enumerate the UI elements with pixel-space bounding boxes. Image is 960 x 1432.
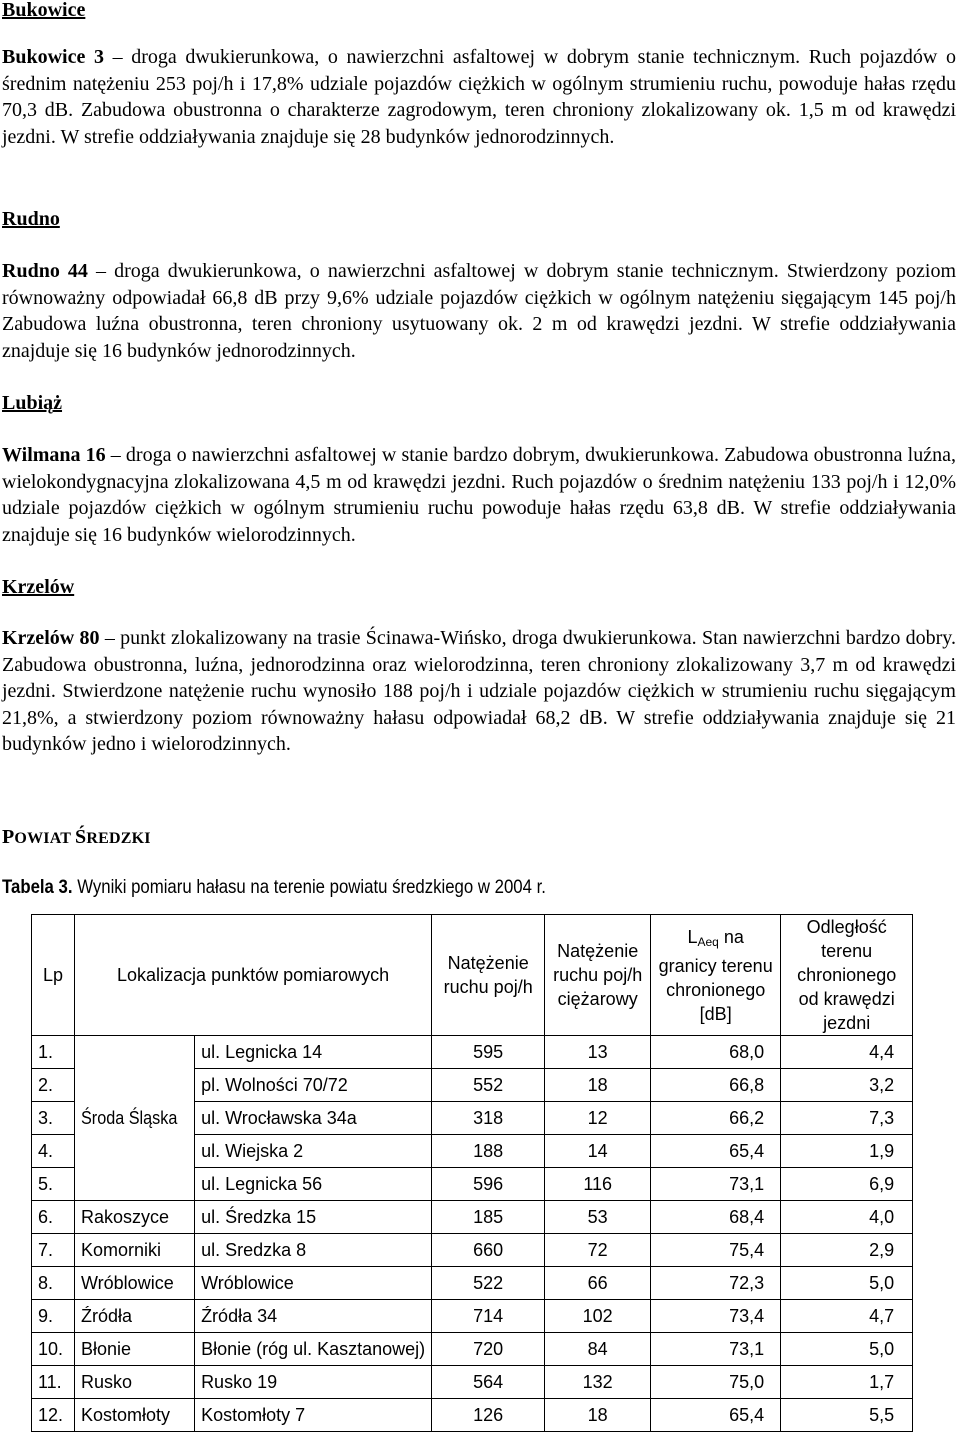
cell-distance: 6,9 [781, 1168, 913, 1201]
cell-traffic: 318 [432, 1102, 545, 1135]
cell-distance: 4,4 [781, 1036, 913, 1069]
cell-address: Rusko 19 [195, 1366, 432, 1399]
cell-laeq: 66,8 [651, 1069, 781, 1102]
header-laeq: $L_{Aeq}$ na granicy terenu chronionego [dB] [651, 915, 781, 1036]
table-row [32, 1201, 913, 1234]
cell-traffic: 564 [432, 1366, 545, 1399]
cell-heavy: 12 [545, 1102, 651, 1135]
table-caption-text: Wyniki pomiaru hałasu na terenie powiatu średzkiego w 2004 r. [72, 876, 546, 898]
cell-laeq: 75,4 [651, 1234, 781, 1267]
cell-heavy: 66 [545, 1267, 651, 1300]
paragraph-rudno [2, 258, 956, 364]
header-lp: Lp [32, 915, 75, 1036]
cell-lp: 1. [32, 1036, 75, 1069]
text-lubiaz: – droga o nawierzchni asfaltowej w stanie bardzo dobrym, dwukierunkowa. Zabudowa obustronna luźna, wielokondygnacyjna zlokalizowana 4,5 m od krawędzi jezdni. Ruch pojazdów o średnim natężeniu 133 poj/h i 12,0% udziale pojazdów ciężkich w ogólnym strumieniu ruchu powoduje hałas rzędu 63,8 dB. W strefie oddziaływania znajduje się 16 budynków wielorodzinnych. [2, 444, 956, 546]
table-row [32, 1234, 913, 1267]
cell-heavy: 102 [545, 1300, 651, 1333]
cell-lp: 4. [32, 1135, 75, 1168]
cell-address: ul. Legnicka 56 [195, 1168, 432, 1201]
cell-locality: Środa Śląska [75, 1036, 195, 1201]
cell-address: Źródła 34 [195, 1300, 432, 1333]
cell-laeq: 68,0 [651, 1036, 781, 1069]
cell-lp: 3. [32, 1102, 75, 1135]
lead-rudno: Rudno 44 [2, 260, 88, 282]
cell-heavy: 18 [545, 1399, 651, 1432]
cell-locality: Błonie [75, 1333, 195, 1366]
cell-locality: Źródła [75, 1300, 195, 1333]
lead-bukowice: Bukowice 3 [2, 46, 104, 68]
cell-address: ul. Wrocławska 34a [195, 1102, 432, 1135]
paragraph-bukowice [2, 44, 956, 150]
cell-address: Wróblowice [195, 1267, 432, 1300]
cell-lp: 7. [32, 1234, 75, 1267]
cell-lp: 6. [32, 1201, 75, 1234]
cell-heavy: 132 [545, 1366, 651, 1399]
header-heavy: Natężenie ruchu poj/h ciężarowy [545, 915, 651, 1036]
cell-traffic: 720 [432, 1333, 545, 1366]
section-heading-lubiaz: Lubiąż [2, 392, 63, 414]
cell-lp: 9. [32, 1300, 75, 1333]
powiat-heading: POWIAT ŚREDZKI [2, 826, 151, 848]
table-row [32, 1267, 913, 1300]
table-row [32, 1399, 913, 1432]
cell-traffic: 596 [432, 1168, 545, 1201]
table-row [32, 1333, 913, 1366]
cell-laeq: 72,3 [651, 1267, 781, 1300]
cell-heavy: 13 [545, 1036, 651, 1069]
table-row [32, 1036, 913, 1069]
cell-locality: Komorniki [75, 1234, 195, 1267]
cell-lp: 12. [32, 1399, 75, 1432]
cell-laeq: 66,2 [651, 1102, 781, 1135]
cell-locality: Rusko [75, 1366, 195, 1399]
cell-lp: 2. [32, 1069, 75, 1102]
cell-traffic: 595 [432, 1036, 545, 1069]
cell-heavy: 72 [545, 1234, 651, 1267]
cell-laeq: 73,4 [651, 1300, 781, 1333]
cell-laeq: 75,0 [651, 1366, 781, 1399]
cell-address: Kostomłoty 7 [195, 1399, 432, 1432]
header-traffic: Natężenie ruchu poj/h [432, 915, 545, 1036]
cell-address: ul. Sredzka 8 [195, 1234, 432, 1267]
cell-laeq: 68,4 [651, 1201, 781, 1234]
cell-laeq: 65,4 [651, 1399, 781, 1432]
cell-traffic: 185 [432, 1201, 545, 1234]
header-distance: Odległość terenu chronionego od krawędzi jezdni [781, 915, 913, 1036]
cell-address: ul. Średzka 15 [195, 1201, 432, 1234]
cell-distance: 7,3 [781, 1102, 913, 1135]
table-caption [2, 876, 546, 898]
cell-heavy: 18 [545, 1069, 651, 1102]
header-location: Lokalizacja punktów pomiarowych [75, 915, 432, 1036]
cell-address: ul. Wiejska 2 [195, 1135, 432, 1168]
cell-lp: 8. [32, 1267, 75, 1300]
text-bukowice: – droga dwukierunkowa, o nawierzchni asfaltowej w dobrym stanie technicznym. Ruch pojazdów o średnim natężeniu 253 poj/h i 17,8% udziale pojazdów ciężkich w ogólnym strumieniu ruchu, powoduje hałas rzędu 70,3 dB. Zabudowa obustronna o charakterze zagrodowym, teren chroniony zlokalizowany ok. 1,5 m od krawędzi jezdni. W strefie oddziaływania znajduje się 28 budynków jednorodzinnych. [2, 46, 957, 148]
cell-laeq: 73,1 [651, 1168, 781, 1201]
cell-distance: 5,5 [781, 1399, 913, 1432]
cell-lp: 5. [32, 1168, 75, 1201]
cell-distance: 3,2 [781, 1069, 913, 1102]
cell-laeq: 73,1 [651, 1333, 781, 1366]
cell-distance: 1,7 [781, 1366, 913, 1399]
noise-table [31, 914, 913, 1432]
cell-traffic: 714 [432, 1300, 545, 1333]
cell-distance: 2,9 [781, 1234, 913, 1267]
cell-heavy: 116 [545, 1168, 651, 1201]
cell-address: pl. Wolności 70/72 [195, 1069, 432, 1102]
section-heading-rudno: Rudno [2, 208, 60, 230]
cell-distance: 4,0 [781, 1201, 913, 1234]
section-heading-bukowice: Bukowice [2, 0, 86, 21]
cell-traffic: 660 [432, 1234, 545, 1267]
paragraph-lubiaz [2, 442, 956, 548]
cell-locality: Wróblowice [75, 1267, 195, 1300]
cell-heavy: 14 [545, 1135, 651, 1168]
cell-locality: Rakoszyce [75, 1201, 195, 1234]
cell-traffic: 552 [432, 1069, 545, 1102]
cell-traffic: 188 [432, 1135, 545, 1168]
cell-traffic: 126 [432, 1399, 545, 1432]
table-row [32, 1300, 913, 1333]
table-row [32, 1366, 913, 1399]
cell-lp: 11. [32, 1366, 75, 1399]
cell-traffic: 522 [432, 1267, 545, 1300]
cell-lp: 10. [32, 1333, 75, 1366]
section-heading-krzelow: Krzelów [2, 576, 75, 598]
paragraph-krzelow [2, 625, 956, 758]
lead-lubiaz: Wilmana 16 [2, 444, 106, 466]
cell-heavy: 84 [545, 1333, 651, 1366]
cell-address: ul. Legnicka 14 [195, 1036, 432, 1069]
cell-distance: 5,0 [781, 1267, 913, 1300]
table-caption-label: Tabela 3. [2, 876, 73, 898]
cell-distance: 4,7 [781, 1300, 913, 1333]
cell-heavy: 53 [545, 1201, 651, 1234]
cell-locality: Kostomłoty [75, 1399, 195, 1432]
cell-distance: 1,9 [781, 1135, 913, 1168]
text-krzelow: – punkt zlokalizowany na trasie Ścinawa-Wińsko, droga dwukierunkowa. Stan nawierzchni bardzo dobry. Zabudowa obustronna, luźna, jednorodzinna oraz wielorodzinna, teren chroniony zlokalizowany 3,7 m od krawędzi jezdni. Stwierdzone natężenie ruchu wynosiło 188 poj/h i udziale pojazdów ciężkich w strumieniu ruchu sięgającym 21,8%, a stwierdzony poziom równoważny hałasu odpowiadał 68,2 dB. W strefie oddziaływania znajduje się 21 budynków jedno i wielorodzinnych. [2, 627, 956, 756]
text-rudno: – droga dwukierunkowa, o nawierzchni asfaltowej w dobrym stanie technicznym. Stwierdzony poziom równoważny odpowiadał 66,8 dB przy 9,6% udziale pojazdów ciężkich w ogólnym natężeniu sięgającym 145 poj/h Zabudowa luźna obustronna, teren chroniony usytuowany ok. 2 m od krawędzi jezdni. W strefie oddziaływania znajduje się 16 budynków jednorodzinnych. [2, 260, 956, 362]
cell-address: Błonie (róg ul. Kasztanowej) [195, 1333, 432, 1366]
cell-laeq: 65,4 [651, 1135, 781, 1168]
table-header-row [32, 915, 913, 1036]
cell-distance: 5,0 [781, 1333, 913, 1366]
lead-krzelow: Krzelów 80 [2, 627, 100, 649]
